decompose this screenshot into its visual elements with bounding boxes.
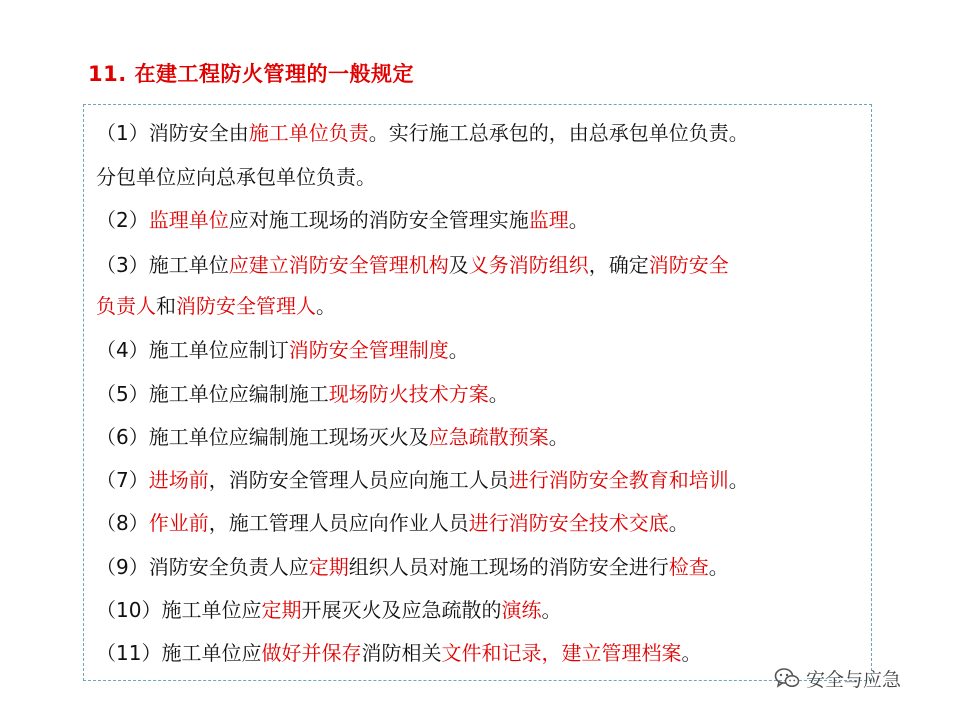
body-text: 。 bbox=[668, 511, 689, 535]
body-text: （7） bbox=[96, 468, 149, 492]
body-text: （4）施工单位应制订 bbox=[96, 338, 289, 362]
highlighted-text: 演练 bbox=[501, 598, 542, 622]
body-text: 。 bbox=[681, 641, 702, 665]
body-text: 。 bbox=[708, 555, 729, 579]
body-text: 组织人员对施工现场的消防安全进行 bbox=[348, 555, 669, 579]
highlighted-text: 进行消防安全技术交底 bbox=[468, 511, 669, 535]
highlighted-text: 应建立消防安全管理机构 bbox=[228, 253, 449, 277]
regulation-line bbox=[96, 292, 336, 320]
regulation-line bbox=[96, 509, 689, 537]
body-text: 消防相关 bbox=[361, 641, 442, 665]
body-text: （6）施工单位应编制施工现场灭火及 bbox=[96, 425, 429, 449]
body-text: 。 bbox=[316, 294, 336, 318]
body-text: （8） bbox=[96, 511, 149, 535]
regulation-line bbox=[96, 206, 589, 234]
body-text: 。 bbox=[568, 208, 589, 232]
regulation-line bbox=[96, 336, 469, 364]
highlighted-text: 义务消防组织 bbox=[468, 253, 589, 277]
regulation-line bbox=[96, 380, 509, 408]
body-text: （5）施工单位应编制施工 bbox=[96, 382, 329, 406]
regulation-line bbox=[96, 423, 569, 451]
body-text: 分包单位应向总承包单位负责。 bbox=[96, 165, 376, 189]
body-text: （3）施工单位 bbox=[96, 253, 229, 277]
body-text: 。 bbox=[448, 338, 469, 362]
body-text: 。实行施工总承包的，由总承包单位负责。 bbox=[368, 121, 749, 145]
body-text: 。 bbox=[541, 598, 562, 622]
document-title: 11. 在建工程防火管理的一般规定 bbox=[88, 62, 415, 86]
highlighted-text: 监理 bbox=[528, 208, 569, 232]
highlighted-text: 消防安全 bbox=[648, 253, 729, 277]
body-text: 。 bbox=[728, 468, 749, 492]
highlighted-text: 定期 bbox=[261, 598, 302, 622]
highlighted-text: 定期 bbox=[308, 555, 349, 579]
regulation-line bbox=[96, 119, 749, 147]
body-text: 。 bbox=[548, 425, 569, 449]
body-text: （11）施工单位应 bbox=[96, 641, 262, 665]
highlighted-text: 进场前 bbox=[148, 468, 209, 492]
watermark-text: 安全与应急 bbox=[806, 668, 902, 691]
wechat-icon bbox=[774, 667, 800, 689]
regulation-line bbox=[96, 639, 701, 667]
body-text: 开展灭火及应急疏散的 bbox=[301, 598, 502, 622]
highlighted-text: 监理单位 bbox=[148, 208, 229, 232]
body-text: 和 bbox=[156, 294, 176, 318]
body-text: （2） bbox=[96, 208, 149, 232]
regulation-line bbox=[96, 466, 749, 494]
highlighted-text: 作业前 bbox=[148, 511, 209, 535]
body-text: ，确定 bbox=[588, 253, 649, 277]
highlighted-text: 现场防火技术方案 bbox=[328, 382, 489, 406]
highlighted-text: 应急疏散预案 bbox=[428, 425, 549, 449]
highlighted-text: 施工单位负责 bbox=[248, 121, 369, 145]
highlighted-text: 检查 bbox=[668, 555, 709, 579]
body-text: 应对施工现场的消防安全管理实施 bbox=[228, 208, 529, 232]
highlighted-text: 进行消防安全教育和培训 bbox=[508, 468, 729, 492]
regulation-line bbox=[96, 596, 561, 624]
highlighted-text: 文件和记录，建立管理档案 bbox=[441, 641, 682, 665]
regulation-line bbox=[96, 251, 729, 279]
body-text: 。 bbox=[488, 382, 509, 406]
body-text: （1）消防安全由 bbox=[96, 121, 249, 145]
watermark bbox=[774, 664, 901, 692]
body-text: ，消防安全管理人员应向施工人员 bbox=[208, 468, 509, 492]
highlighted-text: 负责人 bbox=[96, 294, 156, 318]
body-text: （9）消防安全负责人应 bbox=[96, 555, 309, 579]
body-text: （10）施工单位应 bbox=[96, 598, 262, 622]
highlighted-text: 消防安全管理人 bbox=[176, 294, 316, 318]
body-text: 及 bbox=[448, 253, 469, 277]
regulation-line bbox=[96, 163, 376, 191]
regulation-line bbox=[96, 553, 729, 581]
highlighted-text: 消防安全管理制度 bbox=[288, 338, 449, 362]
body-text: ，施工管理人员应向作业人员 bbox=[208, 511, 469, 535]
highlighted-text: 做好并保存 bbox=[261, 641, 362, 665]
